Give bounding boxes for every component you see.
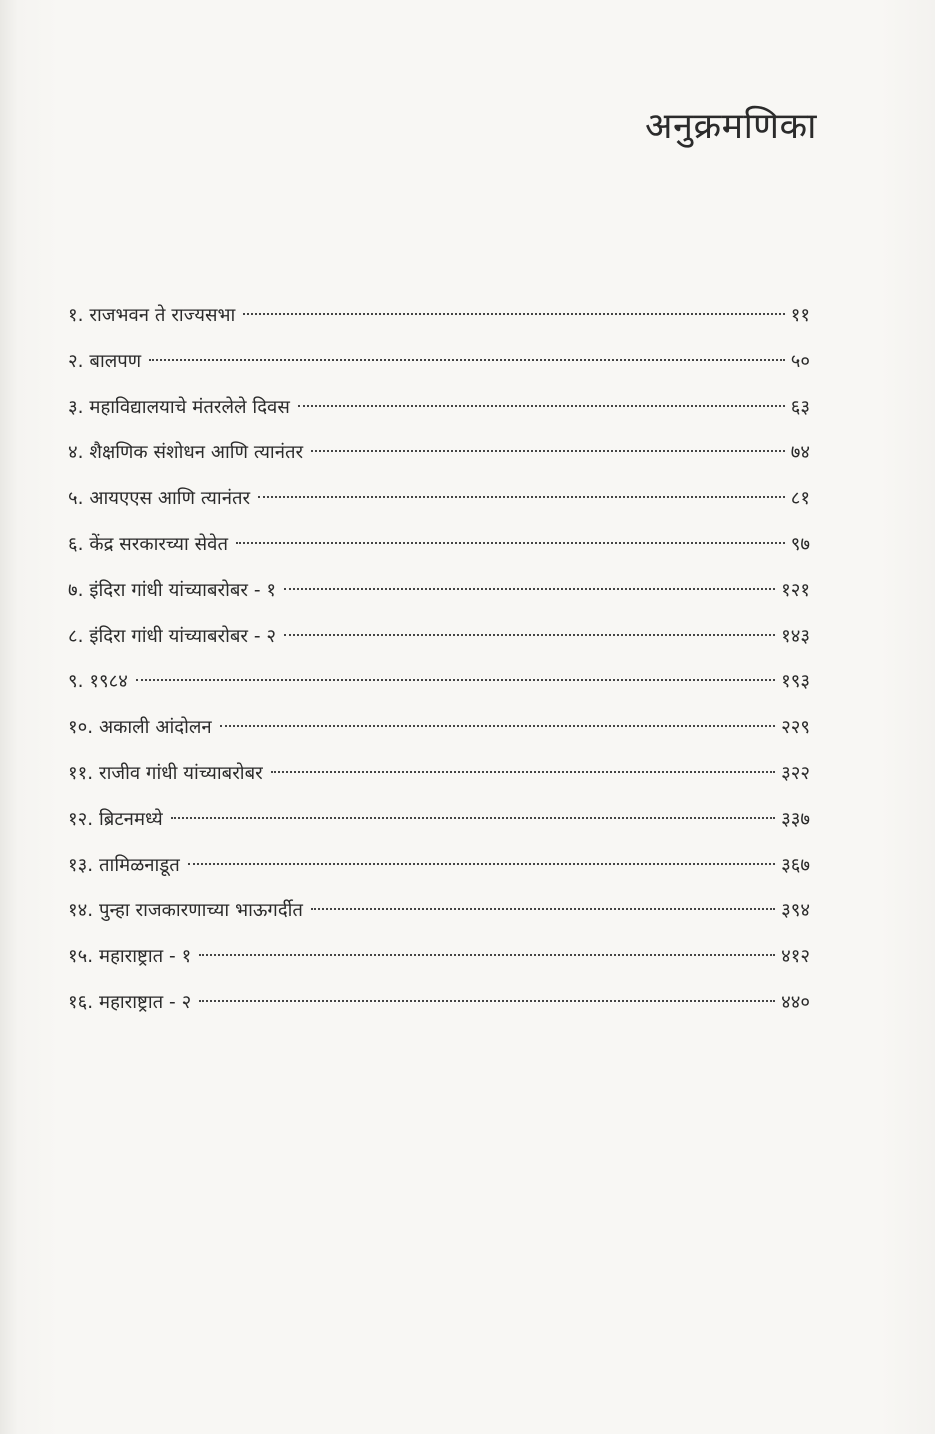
toc-entry-page: ९७ [790, 533, 810, 555]
toc-entry [68, 438, 810, 484]
toc-entry [68, 393, 810, 439]
toc-entry [68, 301, 810, 347]
toc-entry-title: ५. आयएएस आणि त्यानंतर [68, 488, 251, 510]
toc-entry [68, 347, 810, 393]
toc-entry-page: ४४० [781, 991, 810, 1013]
toc-entry [68, 988, 810, 1034]
toc-entry [68, 942, 810, 988]
toc-entry [68, 667, 810, 713]
dot-leader [284, 588, 775, 590]
toc-entry-title: ८. इंदिरा गांधी यांच्याबरोबर - २ [68, 625, 277, 647]
toc-entry [68, 896, 810, 942]
toc-entry-page: ४१२ [781, 946, 810, 968]
toc-entry-page: ३९४ [781, 900, 810, 922]
toc-entry-page: ३६७ [781, 854, 810, 876]
toc-entry-page: १९३ [781, 671, 810, 693]
dot-leader [149, 359, 785, 361]
toc-entry-title: १०. अकाली आंदोलन [68, 717, 212, 739]
toc-entry-page: ३२२ [781, 762, 810, 784]
toc-entry-title: १४. पुन्हा राजकारणाच्या भाऊगर्दीत [68, 900, 303, 922]
dot-leader [236, 542, 785, 544]
dot-leader [171, 817, 775, 819]
dot-leader [199, 954, 775, 956]
dot-leader [188, 863, 775, 865]
toc-entry [68, 622, 810, 668]
toc-entry-title: ९. १९८४ [68, 671, 128, 693]
toc-entry [68, 484, 810, 530]
toc-entry-page: १२१ [781, 579, 810, 601]
toc-entry-page: ७४ [790, 442, 810, 464]
table-of-contents [68, 301, 810, 1034]
toc-entry-title: १२. ब्रिटनमध्ये [68, 808, 163, 830]
dot-leader [243, 313, 784, 315]
toc-entry-title: ११. राजीव गांधी यांच्याबरोबर [68, 762, 263, 784]
toc-entry-page: १४३ [781, 625, 810, 647]
page-title: अनुक्रमणिका [645, 106, 817, 147]
toc-entry-page: ५० [790, 350, 810, 372]
toc-entry-page: ६३ [790, 396, 810, 418]
dot-leader [199, 1000, 775, 1002]
dot-leader [284, 634, 775, 636]
toc-entry-title: ७. इंदिरा गांधी यांच्याबरोबर - १ [68, 579, 277, 601]
dot-leader [258, 496, 785, 498]
dot-leader [220, 725, 775, 727]
dot-leader [311, 450, 785, 452]
dot-leader [311, 908, 775, 910]
toc-entry-page: ११ [790, 305, 810, 326]
toc-entry [68, 759, 810, 805]
toc-entry-page: २२९ [781, 717, 810, 739]
toc-entry-title: १. राजभवन ते राज्यसभा [68, 305, 236, 326]
toc-entry-title: ४. शैक्षणिक संशोधन आणि त्यानंतर [68, 442, 304, 464]
toc-entry [68, 530, 810, 576]
dot-leader [298, 405, 785, 407]
toc-entry-title: १६. महाराष्ट्रात - २ [68, 991, 192, 1013]
toc-entry-title: ३. महाविद्यालयाचे मंतरलेले दिवस [68, 396, 290, 418]
toc-entry [68, 713, 810, 759]
toc-entry-title: १३. तामिळनाडूत [68, 854, 180, 876]
dot-leader [271, 771, 775, 773]
toc-entry-page: ८१ [790, 488, 810, 510]
toc-entry-page: ३३७ [781, 808, 810, 830]
toc-entry [68, 851, 810, 897]
toc-entry-title: २. बालपण [68, 350, 142, 372]
toc-entry [68, 576, 810, 622]
toc-entry [68, 805, 810, 851]
dot-leader [136, 679, 775, 681]
toc-entry-title: ६. केंद्र सरकारच्या सेवेत [68, 533, 228, 555]
toc-entry-title: १५. महाराष्ट्रात - १ [68, 946, 192, 968]
